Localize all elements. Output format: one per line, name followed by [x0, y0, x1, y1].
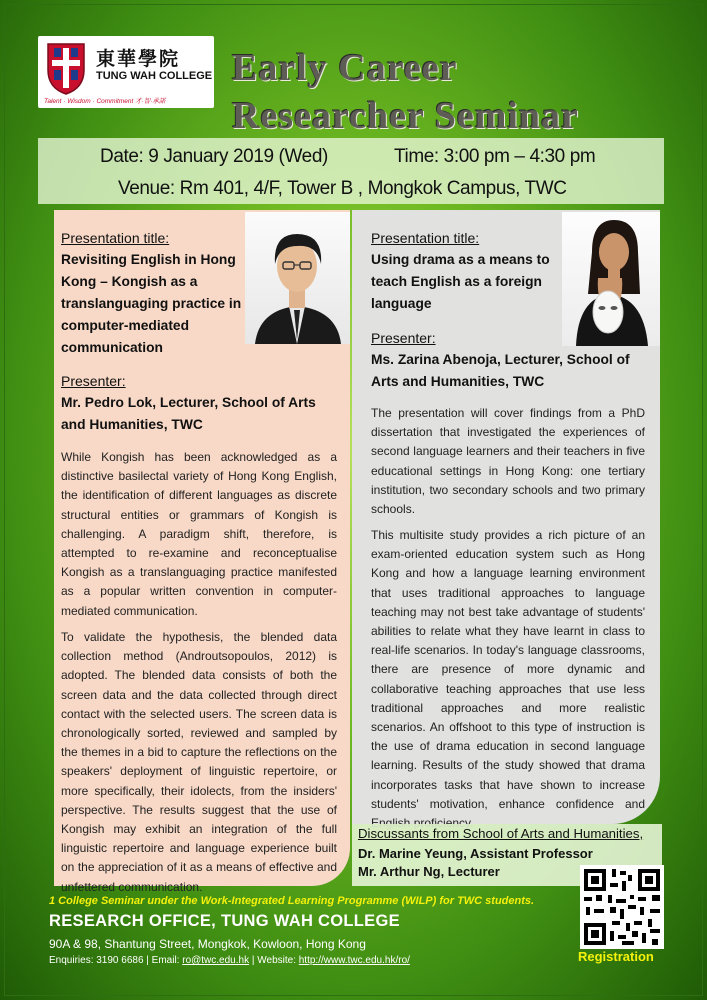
email-link[interactable]: ro@twc.edu.hk	[182, 955, 250, 966]
left-title-label: Presentation title:	[61, 230, 170, 246]
college-motto: Talent · Wisdom · Commitment 才·智·承諾	[44, 98, 166, 105]
seminar-venue: Venue: Rm 401, 4/F, Tower B , Mongkok Campus, TWC	[118, 178, 567, 199]
footer-enquiries-prefix: Enquiries: 3190 6686 | Email:	[49, 955, 183, 966]
left-presentation-title: Revisiting English in Hong Kong – Kongish as a translanguaging practice in computer-mediated communication	[61, 252, 242, 355]
right-presenter: Ms. Zarina Abenoja, Lecturer, School of Arts and Humanities, TWC	[371, 352, 630, 389]
seminar-title-line1: Early Career	[232, 47, 458, 89]
right-presentation-title: Using drama as a means to teach English as a foreign language	[371, 252, 550, 311]
registration-qr-code[interactable]	[580, 865, 664, 949]
left-abstract-para2: To validate the hypothesis, the blended data collection method (Androutsopoulos, 2012) is adopted. The blended data consists of both the screen data and the data collected through direct contact with the selected users. The screen data is chronologically sorted, reviewed and sampled by the themes in a bid to capture the reflections on the speakers' deployment of linguistic repertoire, or more specifically, their idolects, from the insiders' perspective. The results suggest that the use of Kongish may exhibit an integration of the full linguistic repertoire and language experience built on the appreciation of it as a means of effective and unfettered communication.	[61, 630, 337, 894]
presenter-photo-zarina	[562, 212, 660, 346]
seminar-date: Date: 9 January 2019 (Wed)	[100, 146, 328, 167]
footer-note: 1 College Seminar under the Work-Integrated Learning Programme (WILP) for TWC students.	[49, 895, 535, 907]
discussant-1: Dr. Marine Yeung, Assistant Professor	[358, 846, 593, 861]
college-name-cn: 東華學院	[96, 48, 181, 70]
right-abstract-para2: This multisite study provides a rich picture of an exam-oriented education system such as Hong Kong and how a language learning environment that uses traditional approaches to language teaching may not best take advantage of students' abilities to relate what they have learnt in class to real-life scenarios. In today's language classrooms, there are presence of more dynamic and collaborative teaching approaches that use less traditional approaches and more realistic scenarios. An offshoot to this type of instruction is the use of drama education in second language learning. Results of the study showed that drama incorporates tasks that have shown to increase students' motivation, enhance confidence and	[371, 528, 645, 811]
footer-office: RESEARCH OFFICE, TUNG WAH COLLEGE	[49, 912, 400, 930]
discussants-label: Discussants from School of Arts and Humanities,	[358, 826, 644, 841]
left-abstract-para1: While Kongish has been acknowledged as a distinctive basilectal variety of Hong Kong English, the identification of different languages as discrete structural entities or grammars of Kongish is challenging. A paradigm shift, therefore, is attempted to re-examine and reconceptualise Kongish as a translanguaging practice manifested as a popular written convention in computer-mediated communication.	[61, 450, 337, 618]
qr-code-icon	[580, 865, 664, 949]
presenter-photo-pedro-icon	[245, 212, 350, 344]
college-crest-icon	[44, 40, 88, 96]
right-abstract-para1: The presentation will cover findings from a PhD dissertation that investigated the experiences of second language learners and their teachers in five educational settings in Hong Kong: one tertiary institution, two secondary schools and two primary schools.	[371, 406, 645, 517]
discussant-2: Mr. Arthur Ng, Lecturer	[358, 864, 500, 879]
left-presenter: Mr. Pedro Lok, Lecturer, School of Arts and Humanities, TWC	[61, 395, 316, 432]
website-link[interactable]: http://www.twc.edu.hk/ro/	[298, 955, 410, 966]
presenter-photo-zarina-icon	[562, 212, 660, 346]
right-presenter-label: Presenter:	[371, 330, 436, 346]
info-band	[38, 138, 664, 204]
right-title-label: Presentation title:	[371, 230, 480, 246]
college-logo	[38, 36, 214, 108]
left-presenter-label: Presenter:	[61, 373, 126, 389]
presenter-photo-pedro	[245, 212, 350, 344]
college-name-en: TUNG WAH COLLEGE	[96, 70, 213, 82]
footer-address: 90A & 98, Shantung Street, Mongkok, Kowloon, Hong Kong	[49, 937, 366, 951]
footer-enquiries	[49, 955, 410, 966]
seminar-title-line2: Researcher Seminar	[232, 95, 579, 137]
seminar-time: Time: 3:00 pm – 4:30 pm	[394, 146, 596, 167]
footer-website-prefix: | Website:	[249, 955, 299, 966]
registration-label: Registration	[578, 949, 654, 964]
